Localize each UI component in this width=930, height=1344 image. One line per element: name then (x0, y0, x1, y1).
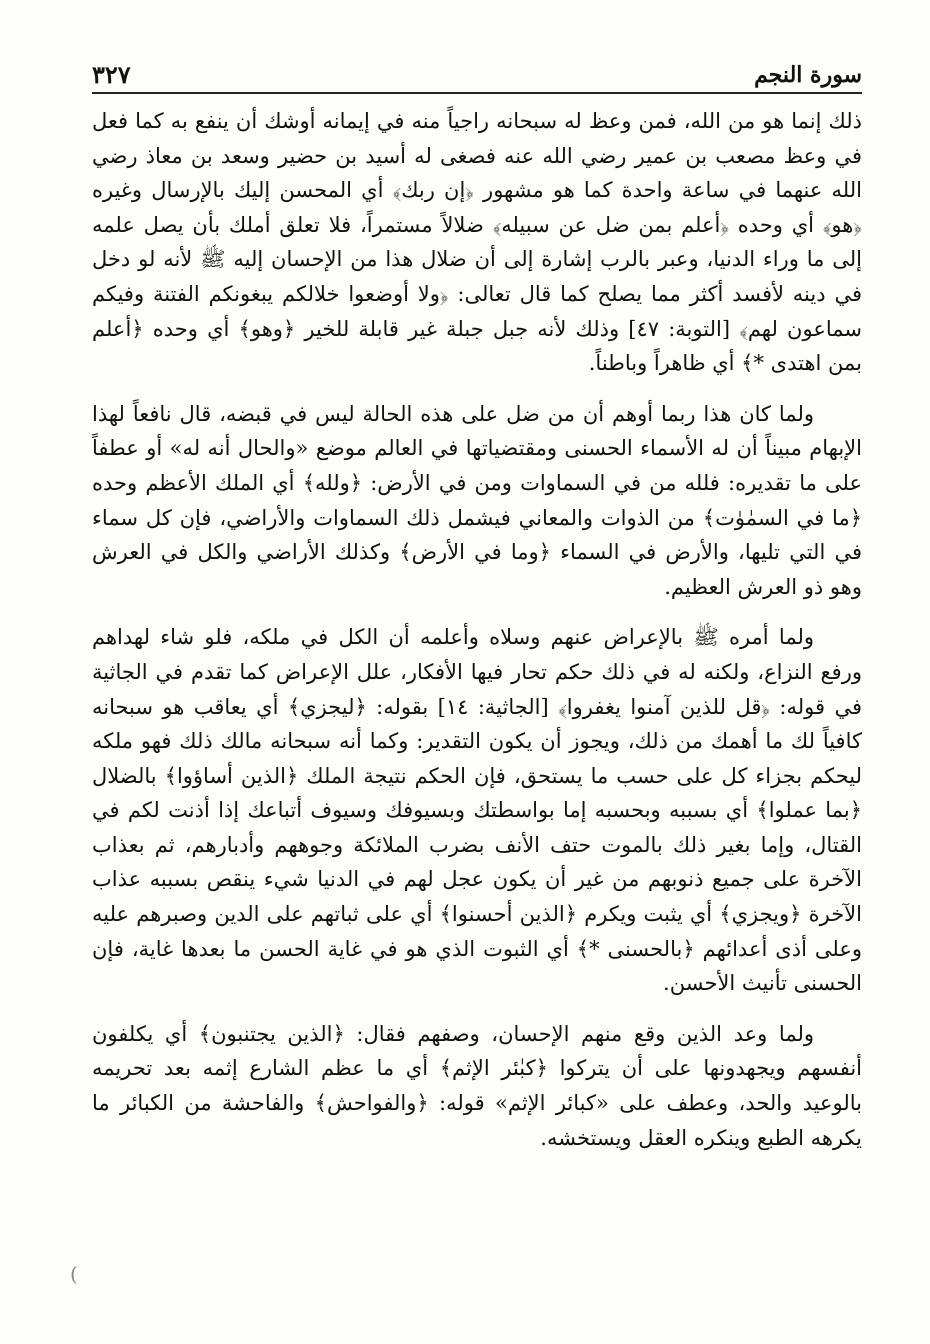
paragraph: ذلك إنما هو من الله، فمن وعظ له سبحانه راجياً منه في إيمانه أوشك أن ينفع به كما فعل في وعظ مصعب بن عمير رضي الله عنه فصغى له أسيد بن حضير وسعد بن معاذ رضي الله عنهما في ساعة واحدة كما هو مشهور ﴿إن ربك﴾ أي المحسن إليك بالإرسال وغيره ﴿هو﴾ أي وحده ﴿أعلم بمن ضل عن سبيله﴾ ضلالاً مستمراً، فلا تعلق أملك بأن يصل علمه إلى ما وراء الدنيا، وعبر بالرب إشارة إلى أن ضلال هذا من الإحسان إليه ﷺ لأنه لو دخل في دينه لأفسد أكثر مما يصلح كما قال تعالى: ﴿ولا أوضعوا خلالكم يبغونكم الفتنة وفيكم سماعون لهم﴾ [التوبة: ٤٧] وذلك لأنه جبل جبلة غير قابلة للخير ﴿وهو﴾ أي وحده ﴿أعلم بمن اهتدى *﴾ أي ظاهراً وباطناً. (92, 109, 862, 376)
paragraph: ولما كان هذا ربما أوهم أن من ضل على هذه الحالة ليس في قبضه، قال نافعاً لهذا الإبهام مبيناً أن له الأسماء الحسنى ومقتضياتها في العالم موضع «والحال أنه له» أو عطفاً على ما تقديره: فلله من في السماوات ومن في الأرض: ﴿ولله﴾ أي الملك الأعظم وحده ﴿ما في السمٰوٰت﴾ من الذوات والمعاني فيشمل ذلك السماوات والأراضي، فإن كل سماء في التي تليها، والأرض في السماء ﴿وما في الأرض﴾ وكذلك الأراضي والكل في العرش وهو ذو العرش العظيم. (92, 401, 862, 599)
page-body (92, 104, 862, 1155)
page-header (92, 58, 862, 94)
surah-title: سورة النجم (754, 62, 862, 88)
paragraph: ولما أمره ﷺ بالإعراض عنهم وسلاه وأعلمه أن الكل في ملكه، فلو شاء لهداهم ورفع النزاع، ولكنه له في ذلك حكم تحار فيها الأفكار، علل الإعراض كما تقدم في الجاثية في قوله: ﴿قل للذين آمنوا يغفروا﴾ [الجاثية: ١٤] بقوله: ﴿ليجزي﴾ أي يعاقب هو سبحانه كافياً لك ما أهمك من ذلك، ويجوز أن يكون التقدير: وكما أنه سبحانه مالك ذلك فهو ملكه ليحكم بجزاء كل على حسب ما يستحق، فإن الحكم نتيجة الملك ﴿الذين أساؤوا﴾ بالضلال ﴿بما عملوا﴾ أي بسببه وبحسبه إما بواسطتك وبسيوفك وسيوف أتباعك إذا أذنت لكم في القتال، وإما بغير ذلك بالموت حتف الأنف بضرب الملائكة وجوههم وأدبارهم، ثم بعذاب الآخرة على جميع ذنوبهم من غير أن يكون عجل لهم في الدنيا شيء ينقص بسببه عذاب الآخرة ﴿ويجزي﴾ أي يثبت ويكرم ﴿الذين أحسنوا﴾ أي على ثباتهم على الدين وصبرهم عليه وعلى أذى أعدائهم ﴿بالحسنى *﴾ أي الثبوت الذي هو في غاية الحسن ما بعدها غاية، فإن الحسنى تأنيث الأحسن. (92, 625, 863, 996)
paragraph: ولما وعد الذين وقع منهم الإحسان، وصفهم فقال: ﴿الذين يجتنبون﴾ أي يكلفون أنفسهم ويجهدونها على أن يتركوا ﴿كبٰئر الإثم﴾ أي ما عظم الشارع إثمه بعد تحريمه بالوعيد والحد، وعطف على «كبائر الإثم» قوله: ﴿والفواحش﴾ والفاحشة من الكبائر ما يكرهه الطبع وينكره العقل ويستخشه. (92, 1021, 862, 1150)
page-number: ٣٢٧ (92, 60, 131, 89)
header-rule (92, 92, 862, 94)
margin-mark: ( (70, 1262, 78, 1286)
